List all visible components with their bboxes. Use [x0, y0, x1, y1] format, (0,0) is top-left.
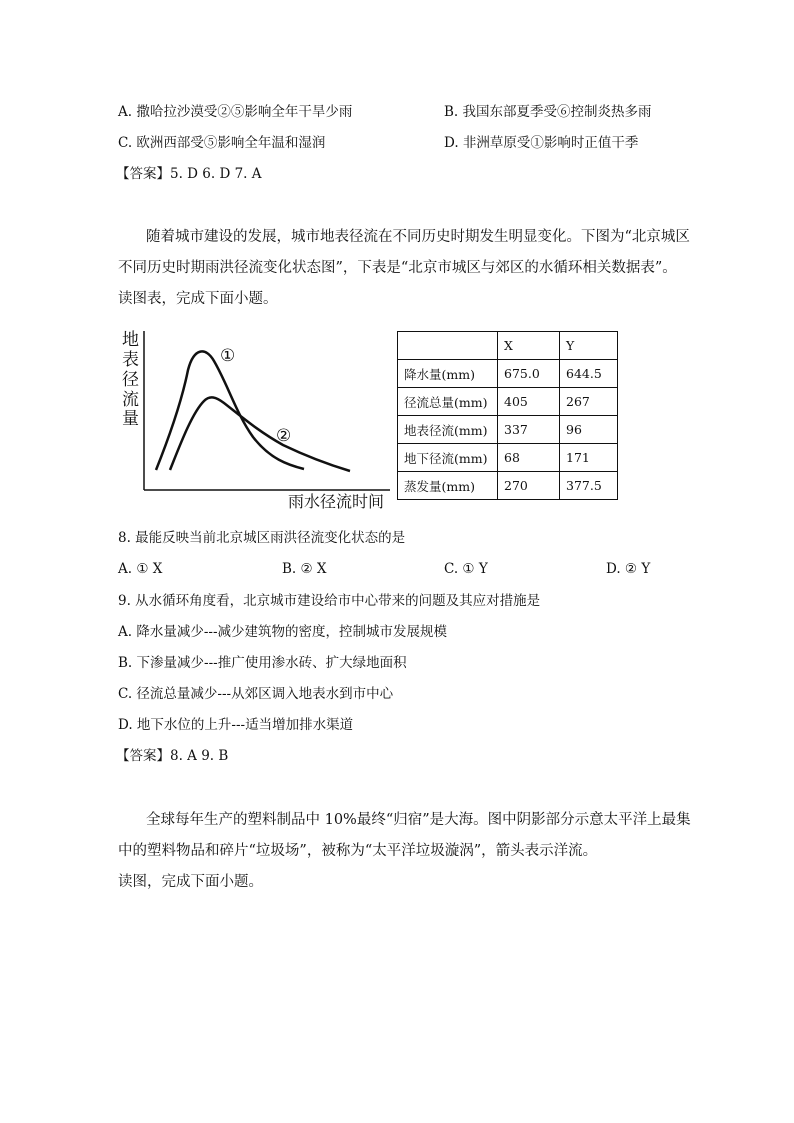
intro3-line3: 读图，完成下面小题。: [118, 874, 263, 890]
ylabel-char-3: 流: [122, 390, 139, 410]
table-cell: 68: [498, 444, 560, 472]
table-header-row: [398, 332, 618, 360]
q9-stem: 9. 从水循环角度看，北京城市建设给市中心带来的问题及其应对措施是: [118, 593, 541, 609]
intro2-line3: 读图表，完成下面小题。: [118, 291, 278, 307]
q8-option-d: D. ② Y: [606, 561, 651, 577]
table-cell: 267: [560, 388, 618, 416]
table-row: [398, 472, 618, 500]
q7-option-d: D. 非洲草原受①影响时正值干季: [444, 135, 639, 151]
q9-option-c: C. 径流总量减少---从郊区调入地表水到市中心: [118, 686, 394, 702]
q9-option-d: D. 地下水位的上升---适当增加排水渠道: [118, 717, 354, 733]
x-axis-label: 雨水径流时间: [288, 492, 385, 510]
q8-stem: 8. 最能反映当前北京城区雨洪径流变化状态的是: [118, 530, 406, 546]
table-cell: 径流总量(mm): [398, 388, 498, 416]
ylabel-char-4: 量: [122, 409, 139, 429]
ylabel-char-0: 地: [122, 330, 139, 350]
intro3-line1: 全球每年生产的塑料制品中 10%最终“归宿”是大海。图中阴影部分示意太平洋上最集: [146, 812, 691, 828]
ylabel-char-2: 径: [122, 370, 139, 390]
table-cell: 270: [498, 472, 560, 500]
q8-option-c: C. ① Y: [444, 561, 488, 577]
table-cell: 644.5: [560, 360, 618, 388]
q7-option-b: B. 我国东部夏季受⑥控制炎热多雨: [444, 104, 652, 120]
answer-8-9: 【答案】8. A 9. B: [116, 748, 229, 764]
table-cell: X: [498, 332, 560, 360]
answer-5-7: 【答案】5. D 6. D 7. A: [116, 166, 262, 182]
table-cell: 96: [560, 416, 618, 444]
curve-2-label: ②: [276, 426, 292, 446]
water-cycle-table: [397, 331, 618, 500]
curve-1-label: ①: [220, 346, 236, 366]
q8-option-b: B. ② X: [282, 561, 327, 577]
q7-option-c: C. 欧洲西部受⑤影响全年温和湿润: [118, 135, 326, 151]
table-cell: [398, 332, 498, 360]
curve-2: [170, 397, 350, 471]
intro3-line2: 中的塑料物品和碎片“垃圾场”，被称为“太平洋垃圾漩涡”，箭头表示洋流。: [118, 843, 598, 859]
table-row: [398, 416, 618, 444]
table-cell: 蒸发量(mm): [398, 472, 498, 500]
table-cell: 337: [498, 416, 560, 444]
table-cell: 377.5: [560, 472, 618, 500]
ylabel-char-1: 表: [122, 350, 139, 370]
table-cell: 地表径流(mm): [398, 416, 498, 444]
q9-option-a: A. 降水量减少---减少建筑物的密度，控制城市发展规模: [118, 624, 448, 640]
table-cell: 地下径流(mm): [398, 444, 498, 472]
table-cell: 405: [498, 388, 560, 416]
runoff-figure: [118, 325, 398, 510]
table-row: [398, 444, 618, 472]
intro2-line2: 不同历史时期雨洪径流变化状态图”，下表是“北京市城区与郊区的水循环相关数据表”。: [118, 260, 677, 276]
table-row: [398, 360, 618, 388]
q8-option-a: A. ① X: [118, 561, 163, 577]
q7-option-a: A. 撒哈拉沙漠受②⑤影响全年干旱少雨: [118, 104, 353, 120]
table-cell: 171: [560, 444, 618, 472]
q9-option-b: B. 下渗量减少---推广使用渗水砖、扩大绿地面积: [118, 655, 407, 671]
table-row: [398, 388, 618, 416]
intro2-line1: 随着城市建设的发展，城市地表径流在不同历史时期发生明显变化。下图为“北京城区: [146, 229, 690, 245]
table-cell: Y: [560, 332, 618, 360]
table-cell: 降水量(mm): [398, 360, 498, 388]
table-cell: 675.0: [498, 360, 560, 388]
